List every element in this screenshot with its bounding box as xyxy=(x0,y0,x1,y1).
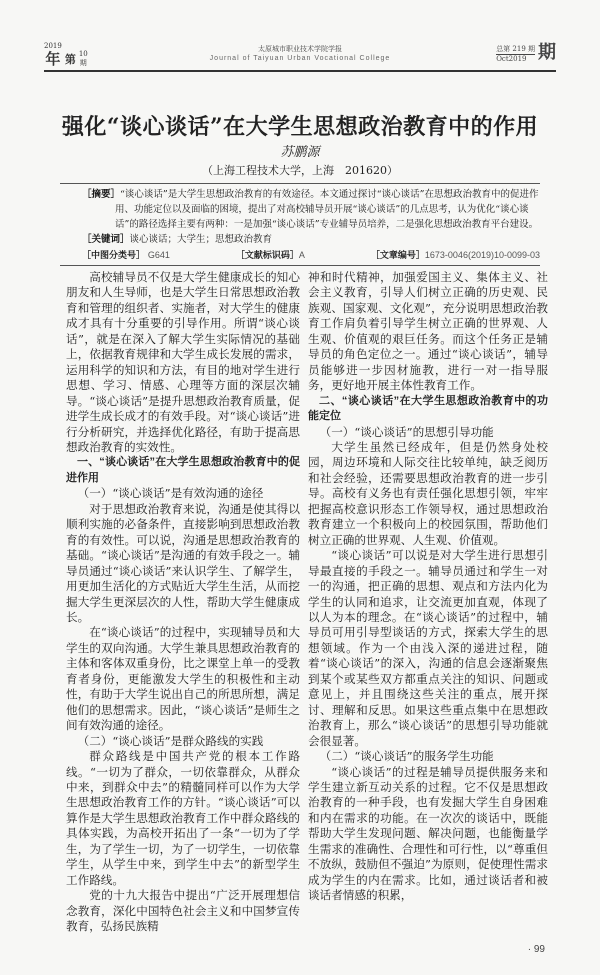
clc-value: G641 xyxy=(147,250,170,260)
body-columns xyxy=(66,270,548,934)
abstract-box xyxy=(60,183,540,266)
body-paragraph: 神和时代精神，加强爱国主义、集体主义、社会主义教育，引导人们树立正确的历史观、民族观、国家观、文化观”，充分说明思想政治教育工作肩负着引导学生树立正确的世界观、人生观、价值观的艰巨任务。而这个任务正是辅导员的角色定位之一。通过“谈心谈话”，辅导员能够进一步因材施教，进行一对一指导服务，更好地开展主体性教育工作。 xyxy=(308,270,548,393)
issue-nian: 年 xyxy=(45,50,61,68)
running-header xyxy=(44,42,556,68)
body-paragraph: 群众路线是中国共产党的根本工作路线。“一切为了群众，一切依靠群众，从群众中来，到群众中去”的精髓同样可以作为大学生思想政治教育工作的方针。“谈心谈话”可以算作是大学生思想政治教育工作中群众路线的具体实践，为高校开拓出了一条“一切为了学生，为了学生一切，为了一切学生，一切依靠学生，从学生中来，到学生中去”的新型学生工作路线。 xyxy=(66,749,300,887)
body-column-left xyxy=(66,270,300,934)
issue-di: 第 xyxy=(64,53,76,66)
section-heading: 一、“谈心谈话”在大学生思想政治教育中的促进作用 xyxy=(66,456,300,484)
body-paragraph: 对于思想政治教育来说，沟通是使其得以顺利实施的必备条件，直接影响到思想政治教育的有效性。可以说，沟通是思想政治教育的基础。“谈心谈话”是沟通的有效手段之一。辅导员通过“谈心谈话”来认识学生、了解学生，用更加生活化的方式贴近大学生生活，从而挖掘大学生更深层次的人性，帮助大学生健康成长。 xyxy=(66,501,300,624)
keywords-label: ［关键词］ xyxy=(82,234,130,245)
abstract-block xyxy=(82,187,540,247)
article-number-label: ［文章编号］ xyxy=(370,250,425,260)
article-flow xyxy=(0,112,600,975)
body-paragraph: 大学生虽然已经成年，但是仍然身处校园，周边环境和人际交往比较单纯，缺乏阅历和社会经验，还需要思想政治教育的进一步引导。高校有义务也有责任强化思想引领，牢牢把握高校意识形态工作领导权，通过思想政治教育建立一个积极向上的校园氛围，帮助他们树立正确的世界观、人生观、价值观。 xyxy=(308,439,548,547)
doc-code-value: A xyxy=(298,250,305,260)
article-number-value: 1673-0046(2019)10-0099-03 xyxy=(424,250,540,260)
issue-year: 2019 xyxy=(44,42,62,50)
classification-line xyxy=(82,248,540,263)
article-author: 苏鹏源 xyxy=(280,145,320,160)
doc-code-label: ［文献标识码］ xyxy=(235,250,299,260)
subsection-heading: （一）“谈心谈话”是有效沟通的途径 xyxy=(77,486,264,501)
total-issue-qi: 期 xyxy=(538,42,556,63)
total-issue-mark xyxy=(496,42,556,64)
subsection-heading: （二）“谈心谈话”是群众路线的实践 xyxy=(77,733,264,748)
subsection-heading: （一）“谈心谈话”的思想引导功能 xyxy=(319,424,494,439)
keywords-text: 谈心谈话；大学生；思想政治教育 xyxy=(129,234,273,245)
body-paragraph: 党的十九大报告中提出“广泛开展理想信念教育，深化中国特色社会主义和中国梦宣传教育，弘扬民族精 xyxy=(66,888,300,934)
issue-date: Oct2019 xyxy=(496,55,527,63)
body-paragraph: “谈心谈话”可以说是对大学生进行思想引导最直接的手段之一。辅导员通过和学生一对一的沟通，把正确的思想、观点和方法内化为学生的认同和追求，让交流更加直观，体现了以人为本的理念。在“谈心谈话”的过程中，辅导员可用引导型谈话的方式，探索大学生的思想领域。作为一个由浅入深的递进过程，随着“谈心谈话”的深入，沟通的信息会逐渐聚焦到某个或某些双方都重点关注的知识、问题或意见上，并且围绕这些关注的重点，展开探讨、理解和反思。如果这些重点集中在思想政治教育上，那么“谈心谈话”的思想引导功能就会很显著。 xyxy=(308,548,548,748)
journal-name-cn: 太原城市职业技术学院学报 xyxy=(258,45,342,53)
header-rule xyxy=(44,70,556,72)
journal-name-en: Journal of Taiyuan Urban Vocational College xyxy=(209,55,391,62)
issue-mark xyxy=(44,42,88,68)
issue-qi: 期 xyxy=(79,59,87,67)
issue-number: 10 xyxy=(78,50,88,58)
body-paragraph: “谈心谈话”的过程是辅导员提供服务来和学生建立新互动关系的过程。它不仅是思想政治教育的一种手段，也有发掘大学生自身困难和内在需求的功能。在一次次的谈话中，既能帮助大学生发现问题、解决问题，也能衡量学生需求的准确性、合理性和可行性，以“尊重但不放纵，鼓励但不强迫”为原则，促使理性需求成为学生的内在需求。比如，通过谈话者和被谈话者情感的积累， xyxy=(308,764,548,903)
abstract-text: “谈心谈话”是大学生思想政治教育的有效途径。本文通过探讨“谈心谈话”在思想政治教育中的促进作用、功能定位以及面临的困境，提出了对高校辅导员开展“谈心谈话”的几点思考，认为优化“谈心谈话”的路径选择主要有两种：一是加强“谈心谈话”专业辅导员培养，二是强化思想政治教育平台建设。 xyxy=(115,189,539,230)
section-heading: 二、“谈心谈话”在大学生思想政治教育中的功能定位 xyxy=(308,394,548,423)
abstract-label: ［摘要］ xyxy=(82,189,121,200)
subsection-heading: （二）“谈心谈话”的服务学生功能 xyxy=(319,749,494,764)
body-paragraph: 在“谈心谈话”的过程中，实现辅导员和大学生的双向沟通。大学生兼具思想政治教育的主体和客体双重身份，比之课堂上单一的受教育者身份，更能激发大学生的积极性和主动性，有助于大学生说出自己的所思所想，满足他们的思想需求。因此，“谈心谈话”是师生之间有效沟通的途径。 xyxy=(66,625,300,733)
journal-name xyxy=(134,44,466,64)
page-number: · 99 xyxy=(527,944,545,956)
body-column-right xyxy=(308,270,548,904)
body-paragraph: 高校辅导员不仅是大学生健康成长的知心朋友和人生导师，也是大学生日常思想政治教育和管理的组织者、实施者，对大学生的健康成才具有十分重要的引导作用。所谓“谈心谈话”，就是在深入了解大学生实际情况的基础上，依据教育规律和大学生成长发展的需求，运用科学的知识和方法，有目的地对学生进行思想、学习、情感、心理等方面的深层次辅导。“谈心谈话”是提升思想政治教育质量，促进学生成长成才的有效手段。对“谈心谈话”进行分析研究，并选择优化路径，有助于提高思想政治教育的实效性。 xyxy=(66,270,300,454)
article-title: 强化“谈心谈话”在大学生思想政治教育中的作用 xyxy=(61,114,539,140)
author-affiliation: （上海工程技术大学，上海 201620） xyxy=(202,164,398,177)
clc-label: ［中图分类号］ xyxy=(82,250,146,260)
total-issue: 总第 219 期 xyxy=(496,45,535,53)
